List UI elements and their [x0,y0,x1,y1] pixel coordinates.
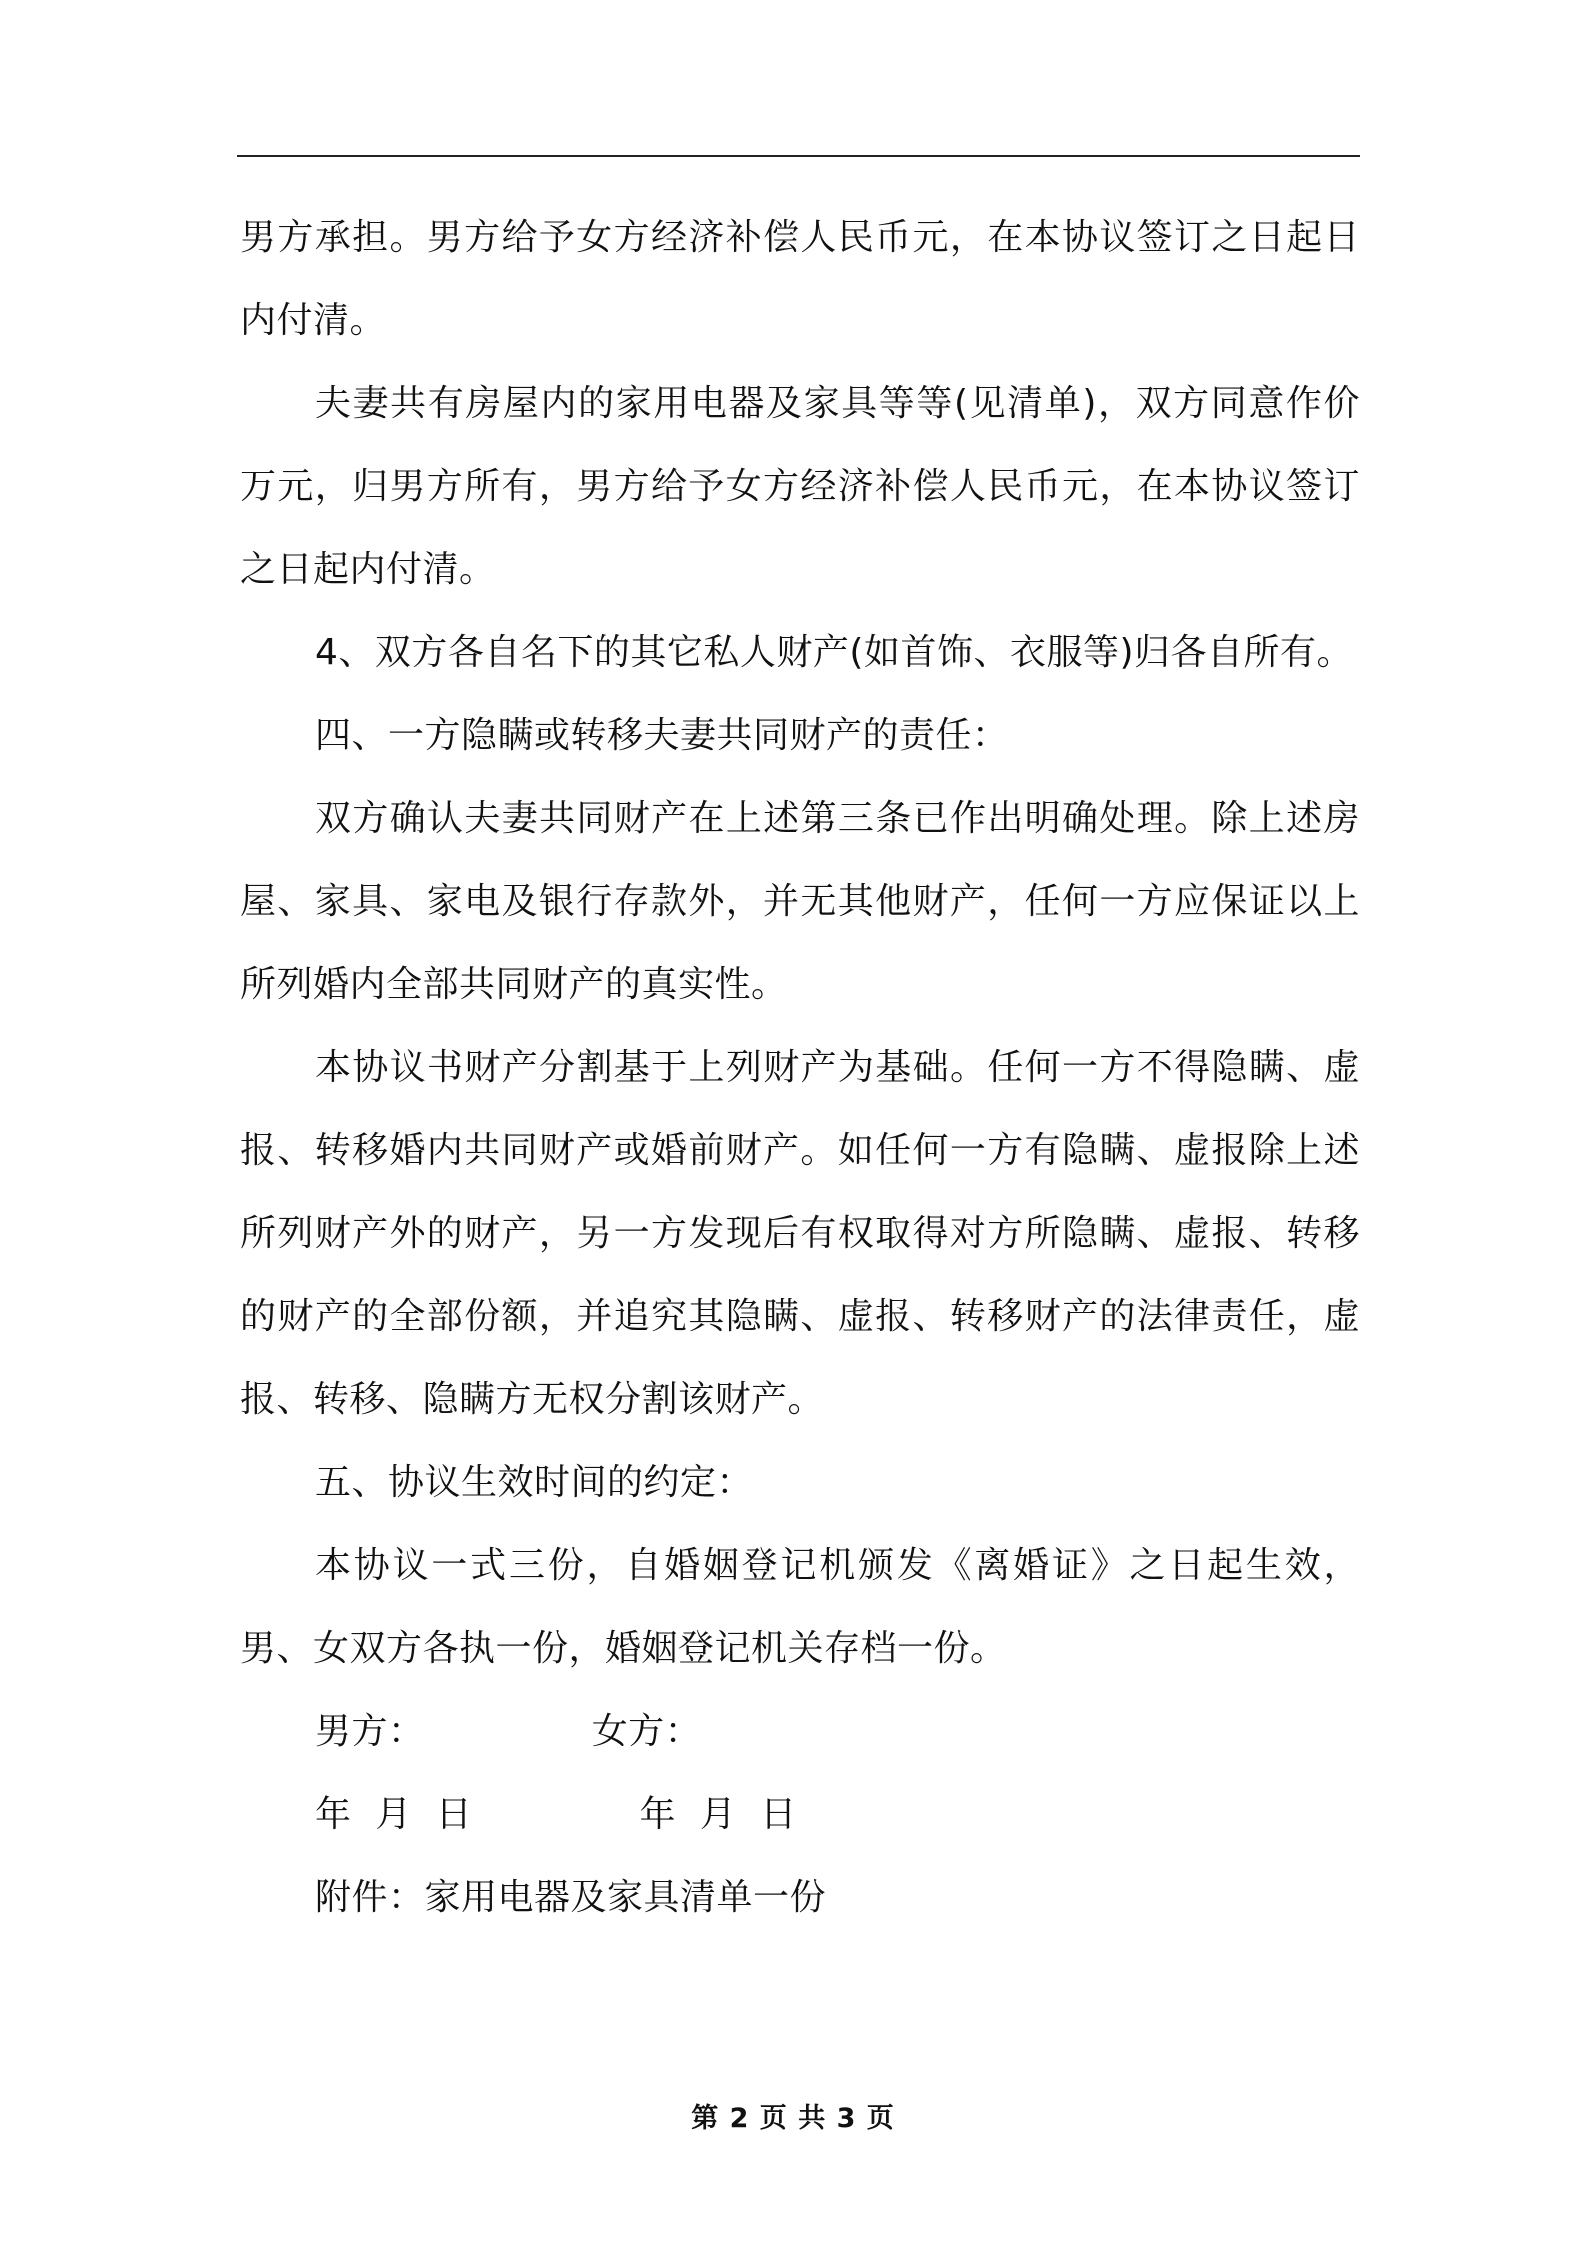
header-rule [237,155,1360,157]
section-heading-concealment: 四、一方隐瞒或转移夫妻共同财产的责任： [315,715,1009,756]
section-heading-effective-date: 五、协议生效时间的约定： [315,1462,754,1503]
paragraph-appliances-furniture: 夫妻共有房屋内的家用电器及家具等等(见清单)，双方同意作价万元，归男方所有，男方给予女方经济补偿人民币元，在本协议签订之日起内付清。 [240,383,1360,590]
document-body [240,196,1360,1939]
signature-line: 男方： 女方： [315,1711,702,1752]
date-line: 年 月 日 年 月 日 [315,1794,797,1835]
paragraph-personal-property: 4、双方各自名下的其它私人财产(如首饰、衣服等)归各自所有。 [315,632,1353,673]
paragraph-payment-continuation: 男方承担。男方给予女方经济补偿人民币元，在本协议签订之日起日内付清。 [240,217,1360,341]
page-number-footer: 第 2 页 共 3 页 [691,2103,895,2134]
attachment-line: 附件：家用电器及家具清单一份 [315,1877,827,1918]
paragraph-copies-effective: 本协议一式三份，自婚姻登记机颁发《离婚证》之日起生效，男、女双方各执一份，婚姻登记机关存档一份。 [240,1545,1360,1669]
paragraph-property-confirmation: 双方确认夫妻共同财产在上述第三条已作出明确处理。除上述房屋、家具、家电及银行存款外，并无其他财产，任何一方应保证以上所列婚内全部共同财产的真实性。 [240,798,1360,1005]
paragraph-concealment-liability: 本协议书财产分割基于上列财产为基础。任何一方不得隐瞒、虚报、转移婚内共同财产或婚前财产。如任何一方有隐瞒、虚报除上述所列财产外的财产，另一方发现后有权取得对方所隐瞒、虚报、转移的财产的全部份额，并追究其隐瞒、虚报、转移财产的法律责任，虚报、转移、隐瞒方无权分割该财产。 [240,1047,1360,1420]
